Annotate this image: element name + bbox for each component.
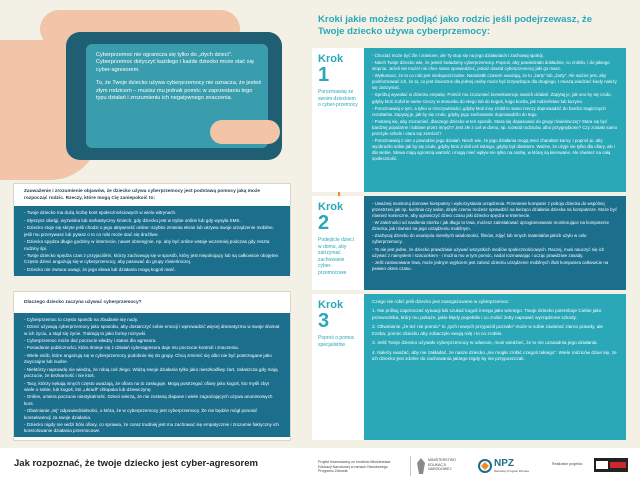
footer-title: Jak rozpoznać, że twoje dziecko jest cyber-agresorem <box>14 458 258 469</box>
list-item: - Spróbuj wywołać w dziecku empatię. Pomóż mu zrozumieć konsekwencje swoich działań. Zapytaj je, jak ono by się czuło, gdyby ktoś zrobił te same rzeczy w stosunku do niego lub do kogoś, kogo kocha, jak rodzeństwo lub kuzyna. <box>372 92 612 104</box>
step-label <box>312 196 364 290</box>
list-item: - Uważnej monitoruj domowe komputery i wykorzystania urządzenia. Przeniesie komputer z pokoju dziecka do wspólnej przestrzeni jak np. kuchnia czy salon, dzięki czemu możesz sprawdzić na bieżąco działania dziecka na komputerze. Może być również konieczne, aby ograniczyć dzieci czasu jaki dziecko spędza w Internecie. <box>372 201 618 219</box>
partner-logo-stripe <box>610 462 626 468</box>
list-item: - Dziecko nigdy nie widzi bólu ofiary, co sprawia, że coraz trudniej jest mu zachować się empatycznie i zrozumie faktyczny ich kontrolowanie działania przemocowe. <box>24 422 279 434</box>
phone-paragraph-2: To, że Twoje dziecko używa cyberprzemocy nie oznacza, że jesteś złym rodzicem – musisz mu jednak pomóc w zaprzestaniu tego typu działań i zrozumieniu ich negatywnego znaczenia. <box>96 80 261 101</box>
reasons-list <box>14 313 290 437</box>
list-item: Czego nie robić jeśli dziecko jest zaangażowane w cyberprzemoc: <box>372 299 510 304</box>
list-item: - Cyberprzemoc to często sposób na zbudanie się nudy. <box>24 316 139 322</box>
eagle-icon <box>416 458 426 474</box>
list-item: - Chociaż może być źle i zranione, ale Ty stop się na jego działaniach i zachowaj spokój. <box>372 53 544 58</box>
list-item: - Niektórzy naprawdę nie wiedzą, że robią coś złego. Widzą swoje działania tylko jako nieszkodliwy żart, zwłaszcza gdy mają poczucie, że bezkarność i nie ktoś. <box>24 366 278 379</box>
reasons-box <box>14 292 290 440</box>
list-item: - Posiadanie publiczności, która śmieje się z działań cyberagresora daje mu poczucie kontroli i znaczenia. <box>24 345 239 351</box>
step-description: Podejście dzieci w domu, aby zatrzymać zachowanie cyber-przemocowe <box>318 237 354 276</box>
symptoms-box <box>14 184 290 272</box>
step-label <box>312 48 364 192</box>
list-item: - Wytłumacz, że to co robi jest niedopuszczalne. Nastolatki czasem uważają, że to „żarty” lub „żarty”. Ale ważne jest, aby poinformować ich, że to, co jest śmieszne dla jednej osoby może być krzywdzące dla drugiego. I muszą wiedzieć kiedy należy się zatrzymać. <box>372 73 617 91</box>
funding-note: Projekt finansowany ze środków Ministerstwa Edukacji Narodowej w ramach Narodowego Programu Zdrowia <box>318 460 391 474</box>
npz-logo <box>478 456 532 476</box>
list-item: - Wiele osób, które angażują się w cyberprzemocy podobnie się do grupy. Chcą zmienić się albo nie być postrzegane jako zwyczajne lub nudne. <box>24 352 272 365</box>
step-content <box>364 48 626 192</box>
step-label <box>312 294 364 440</box>
list-item: - Twoje dziecko spędza czas z przyjaciółmi, którzy zachowują się w sposób, który jest niepokojący lub są całkowicie obojętne. Często dzieci angażują się w cyberprzemocy, aby pasować do grupy rówieśniczej. <box>24 252 280 265</box>
list-item: - Twoje dziecko ma dużą liczbę kont społecznościowych w wielu witrynach. <box>24 210 177 216</box>
list-item: - Obwinianie „tej” odpowiedzialności, o która, że w cyberprzemocy jest cyberprzemocy. Że nie będzie mógł ponosić konsekwencji za swoje działania. <box>24 408 258 420</box>
step-number: 2 <box>318 212 330 234</box>
phone-paragraph-1: Cyberprzemoc nie ogranicza się tylko do „złych dzieci”. Cyberprzemoc dotyczyć każdego i każde dziecko może stać się cyber-agresorem. <box>96 52 254 73</box>
list-item: - Jeśli zastosowane trwa, może jednym wyjściem jest zabrać dziecku urządzenie mobilnych i/lub komputera całkowicie na pewien okres czasu. <box>372 259 609 271</box>
list-item: - Dzieci używają cyberprzemocy jako sposobu, aby dostarczyć sobie emocji i wprowadzić więcej dramatyzmu w swoje dramat w ich życiu, a stąd się życie. Traktują to jako formę rozrywki. <box>24 324 280 336</box>
list-item: - Cyberprzemoc może dać poczucie władzy i status dla agresora. <box>24 337 157 343</box>
list-item: - Porozmawiaj o tym, a tylko w rzeczywistości, gdyby ktoś inny zrobił to samo rzeczy doprowadzić do bardzo tragicznych rezultatów. Zapytaj je, jak by się czuło, gdyby jego zachowanie doprowadziło do tego. <box>372 105 606 117</box>
step-description: Poproś o pomoc specjalistów <box>318 335 355 348</box>
phone-text <box>96 52 262 108</box>
partner-logo-mark <box>596 461 608 469</box>
npz-subtitle: Narodowy Program Zdrowia <box>494 469 529 473</box>
list-item: 3. Jeśli Twoje dziecko używało cyberprzemocy w odwecie, musi wiedzieć, że to nie uzasadnia jego działania. <box>372 340 598 346</box>
ministry-logo <box>416 456 464 476</box>
step-word: Krok <box>318 201 344 213</box>
list-item: - Dziecko nie zwraca uwagi, że jego słowa lub działania mogą kogoś ranić. <box>24 266 176 272</box>
divider <box>410 456 411 476</box>
step-content <box>364 294 626 440</box>
list-item: - Dziecko stoje się skryte jeśli chodzi o jego aktywność online: szybko zmienia ekran lub ukrywa swoje urządzenie mobilne, jeśli mu przerywasz lub pytasz o to co robi może stać się drażliwe. <box>24 225 274 237</box>
list-item: - Niech Twoje dziecko wie, że jesteś świadomy cyberprzemocy. Poproś, aby powiedziało dokładnie, co zrobiło, i do jakiego stopnia. Jeżeli nie może/ nie chce sama opowiedzieć, pokaż dowód cyberprzemocy jaki go masz. <box>372 60 610 72</box>
list-item: - Zachęcaj dziecko do usunięcia niemiłych wiadomości, filmów, zdjęć lub innych materiałów jakich użyło w celu cyberprzemocy. <box>372 233 587 245</box>
npz-mark-icon <box>478 459 492 473</box>
list-item: - To nie jest jedne, że dziecko prawdziwie używać wszystkich mediów społecznościowych. Raczej, musi nauczyć się ich używać z namysłem i szacunkiem - i można mu w tym pomóc, nadal rozmawiając i ucząc prawdziwe zasady. <box>372 246 605 258</box>
list-item: 1. Nie próbuj zaprzeczać sytuacji lub szukać kogoś innego jako winnego. Twoje dziecko potrzebuje Ciebie jako przewodnika, który mu pokaże, jakie błędy popełniło i co zrobić żeby naprawić wyrządzone szkody. <box>372 308 602 320</box>
list-item: - W zależności od nasilenia stra'ku i jak długo to trwa, możesz zainstalować oprogramowanie monitorujące na komputerze dziecka, jak również na jego urządzeniu mobilnym. <box>372 220 610 232</box>
list-item: - Dziecko spędza długie godziny w internecie, nawet obsesyjnie, np. aby być online wstaje wczesniej podczas gdy reszta rodziny śpi. <box>24 239 270 251</box>
npz-label: NPZ <box>494 458 514 469</box>
realizator-label: Realizator projektu: <box>552 462 583 466</box>
list-item: 4. Należy uważać, aby nie zakładać, że nasze dziecko „nie mogło zrobić czegoś takiego”. Wiele rodziców dziwi się, że ich dziecko jest zdolne do zachowania jakiego nigdy by nie przypuszczali. <box>372 349 617 362</box>
list-item: - Postaraj się, aby zrozumieć, dlaczego dziecko w ten sposób. Stara się dopasować do grupy rówieśniczej? Stara się być bardziej popularne i lubiane przez innych? Jest złe z coś w domu, np. rozwód rodziców, albo przygnębione? Czy zostało samo przeżyło szkole i stara się zemścić? <box>372 118 618 136</box>
list-item: - Słyszysz obelgi, wyzwiska lub sarkastyczny śmiech, gdy dziecko jest w trybie online lub gdy wysyła SMS. <box>24 217 241 223</box>
ministry-name: MINISTERSTWO EDUKACJI NARODOWEJ <box>428 458 456 472</box>
list-item: 2. Obwinianie „że też nie pomóc” to „tych nowych przyjaciół poznało” może w sobie zawierać ziarno prawdy, ale trzeba, pomóc dziecku aby zobaczyło swoją rolę i to co zrobiło. <box>372 324 604 336</box>
step-number: 3 <box>318 310 330 332</box>
step-word: Krok <box>318 53 344 65</box>
step-3 <box>312 294 626 440</box>
list-item: - Tacy, którzy nękają innych często uważają, że ofiara na to zasługuje. Mogą postrzegać ofiarę jako kogoś, kto myśli zbyt wiele o sobie, lub kogoś, kto „ukradł” chłopaka lub dziewczynę. <box>24 380 269 392</box>
step-1 <box>312 48 626 192</box>
symptoms-heading: Zauważenie i zrozumienie objawów, że dziecko używa cyberprzemocy jest podstawą pomocy jaką może rozpocząć rodzic. Rzeczy, które mogą Cię zaniepokoić to: <box>24 189 261 201</box>
step-description: Porozmawiaj ze swoim dzieckiem o cyber-przemocy <box>318 89 358 108</box>
symptoms-list <box>14 206 290 276</box>
page-title: Kroki jakie możesz podjąć jako rodzic jeśli podejrzewasz, że Twoje dziecko używa cyberprzemocy: <box>318 14 593 37</box>
partner-logo <box>594 458 628 472</box>
list-item: - Online, umiera poczucie niestykalność. Dzieci wierzą, że nie zostaną złapane i wiele zagrażających używa anonimowych kont. <box>24 394 273 406</box>
list-item: - Porozmawiaj z nim o powodzie jego działań. Niech wie, że jego działania mogą mieć charakter karny. I poproś je, aby wyobraziło sobie jak by się czuło, gdyby ktoś zrobił coś takiego, gdyby był obiektem. Ważne, że użyje nie tylko dla ofiary, ale i dla siebie. Słowa mają ogromną wartość i mogą mieć wpływ nie tylko na osobę, w której są kierowane. Ale również na całą społeczność. <box>372 138 616 162</box>
step-2 <box>312 196 626 290</box>
finger-illustration <box>210 120 280 144</box>
step-content <box>364 196 626 290</box>
reasons-heading: Dlaczego dziecko zaczyna używać cyberprzemocy? <box>24 300 142 305</box>
step-word: Krok <box>318 299 344 311</box>
step-number: 1 <box>318 64 330 86</box>
